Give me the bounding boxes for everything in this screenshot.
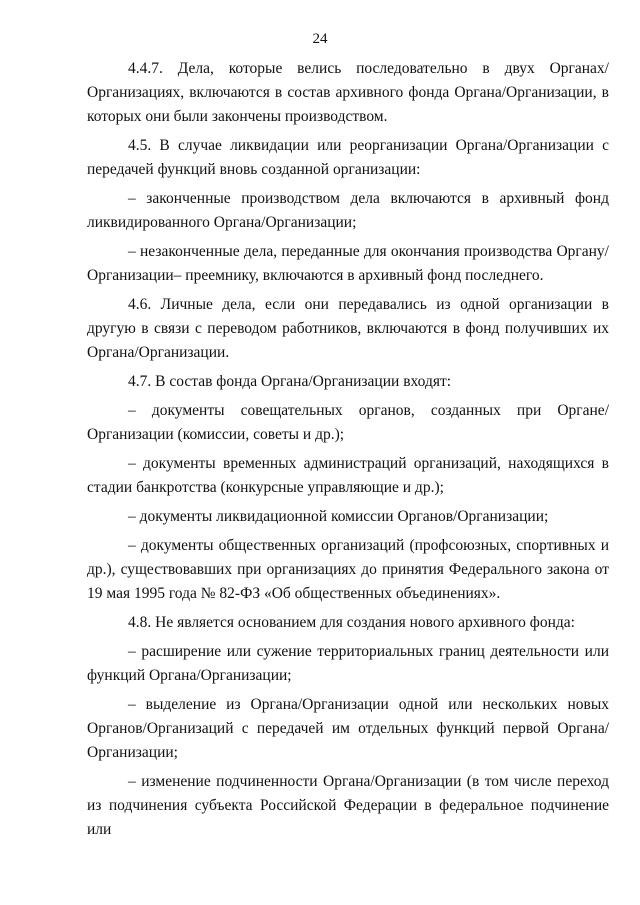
list-item-territorial-changes: – расширение или сужение территориальных границ деятельности или функций Органа/Организации; (87, 643, 609, 684)
list-item-public-organizations: – документы общественных организаций (профсоюзных, спортивных и др.), существовавших при организациях до принятия Федерального закона от 19 мая 1995 года № 82-ФЗ «Об общественных объединениях». (87, 537, 609, 602)
paragraph-4-8: 4.8. Не является основанием для создания нового архивного фонда: (128, 614, 575, 631)
list-item-advisory-bodies: – документы совещательных органов, созданных при Органе/Организации (комиссии, советы и др.); (87, 402, 609, 443)
body-text (87, 57, 609, 847)
paragraph-4-4-7: 4.4.7. Дела, которые велись последовательно в двух Органах/Организациях, включаются в состав архивного фонда Органа/Организации, в которых они были закончены производством. (87, 60, 609, 125)
list-item-completed-cases: – законченные производством дела включаются в архивный фонд ликвидированного Органа/Организации; (87, 190, 609, 231)
list-item-subordination-change: – изменение подчиненности Органа/Организации (в том числе переход из подчинения субъекта Российской Федерации в федеральное подчинение или (87, 773, 609, 838)
paragraph-4-6: 4.6. Личные дела, если они передавались из одной организации в другую в связи с переводом работников, включаются в фонд получивших их Органа/Организации. (87, 296, 609, 361)
list-item-separation: – выделение из Органа/Организации одной или нескольких новых Органов/Организаций с передачей им отдельных функций первой Органа/Организации; (87, 696, 609, 761)
paragraph-4-7: 4.7. В состав фонда Органа/Организации входят: (128, 373, 452, 390)
list-item-unfinished-cases: – незаконченные дела, переданные для окончания производства Органу/Организации– преемнику, включаются в архивный фонд последнего. (87, 243, 609, 284)
page-number: 24 (312, 31, 328, 47)
paragraph-4-5: 4.5. В случае ликвидации или реорганизации Органа/Организации с передачей функций вновь созданной организации: (87, 137, 609, 178)
list-item-temporary-administrations: – документы временных администраций организаций, находящихся в стадии банкротства (конкурсные управляющие и др.); (87, 455, 609, 496)
list-item-liquidation-commission: – документы ликвидационной комиссии Органов/Организации; (128, 508, 549, 525)
